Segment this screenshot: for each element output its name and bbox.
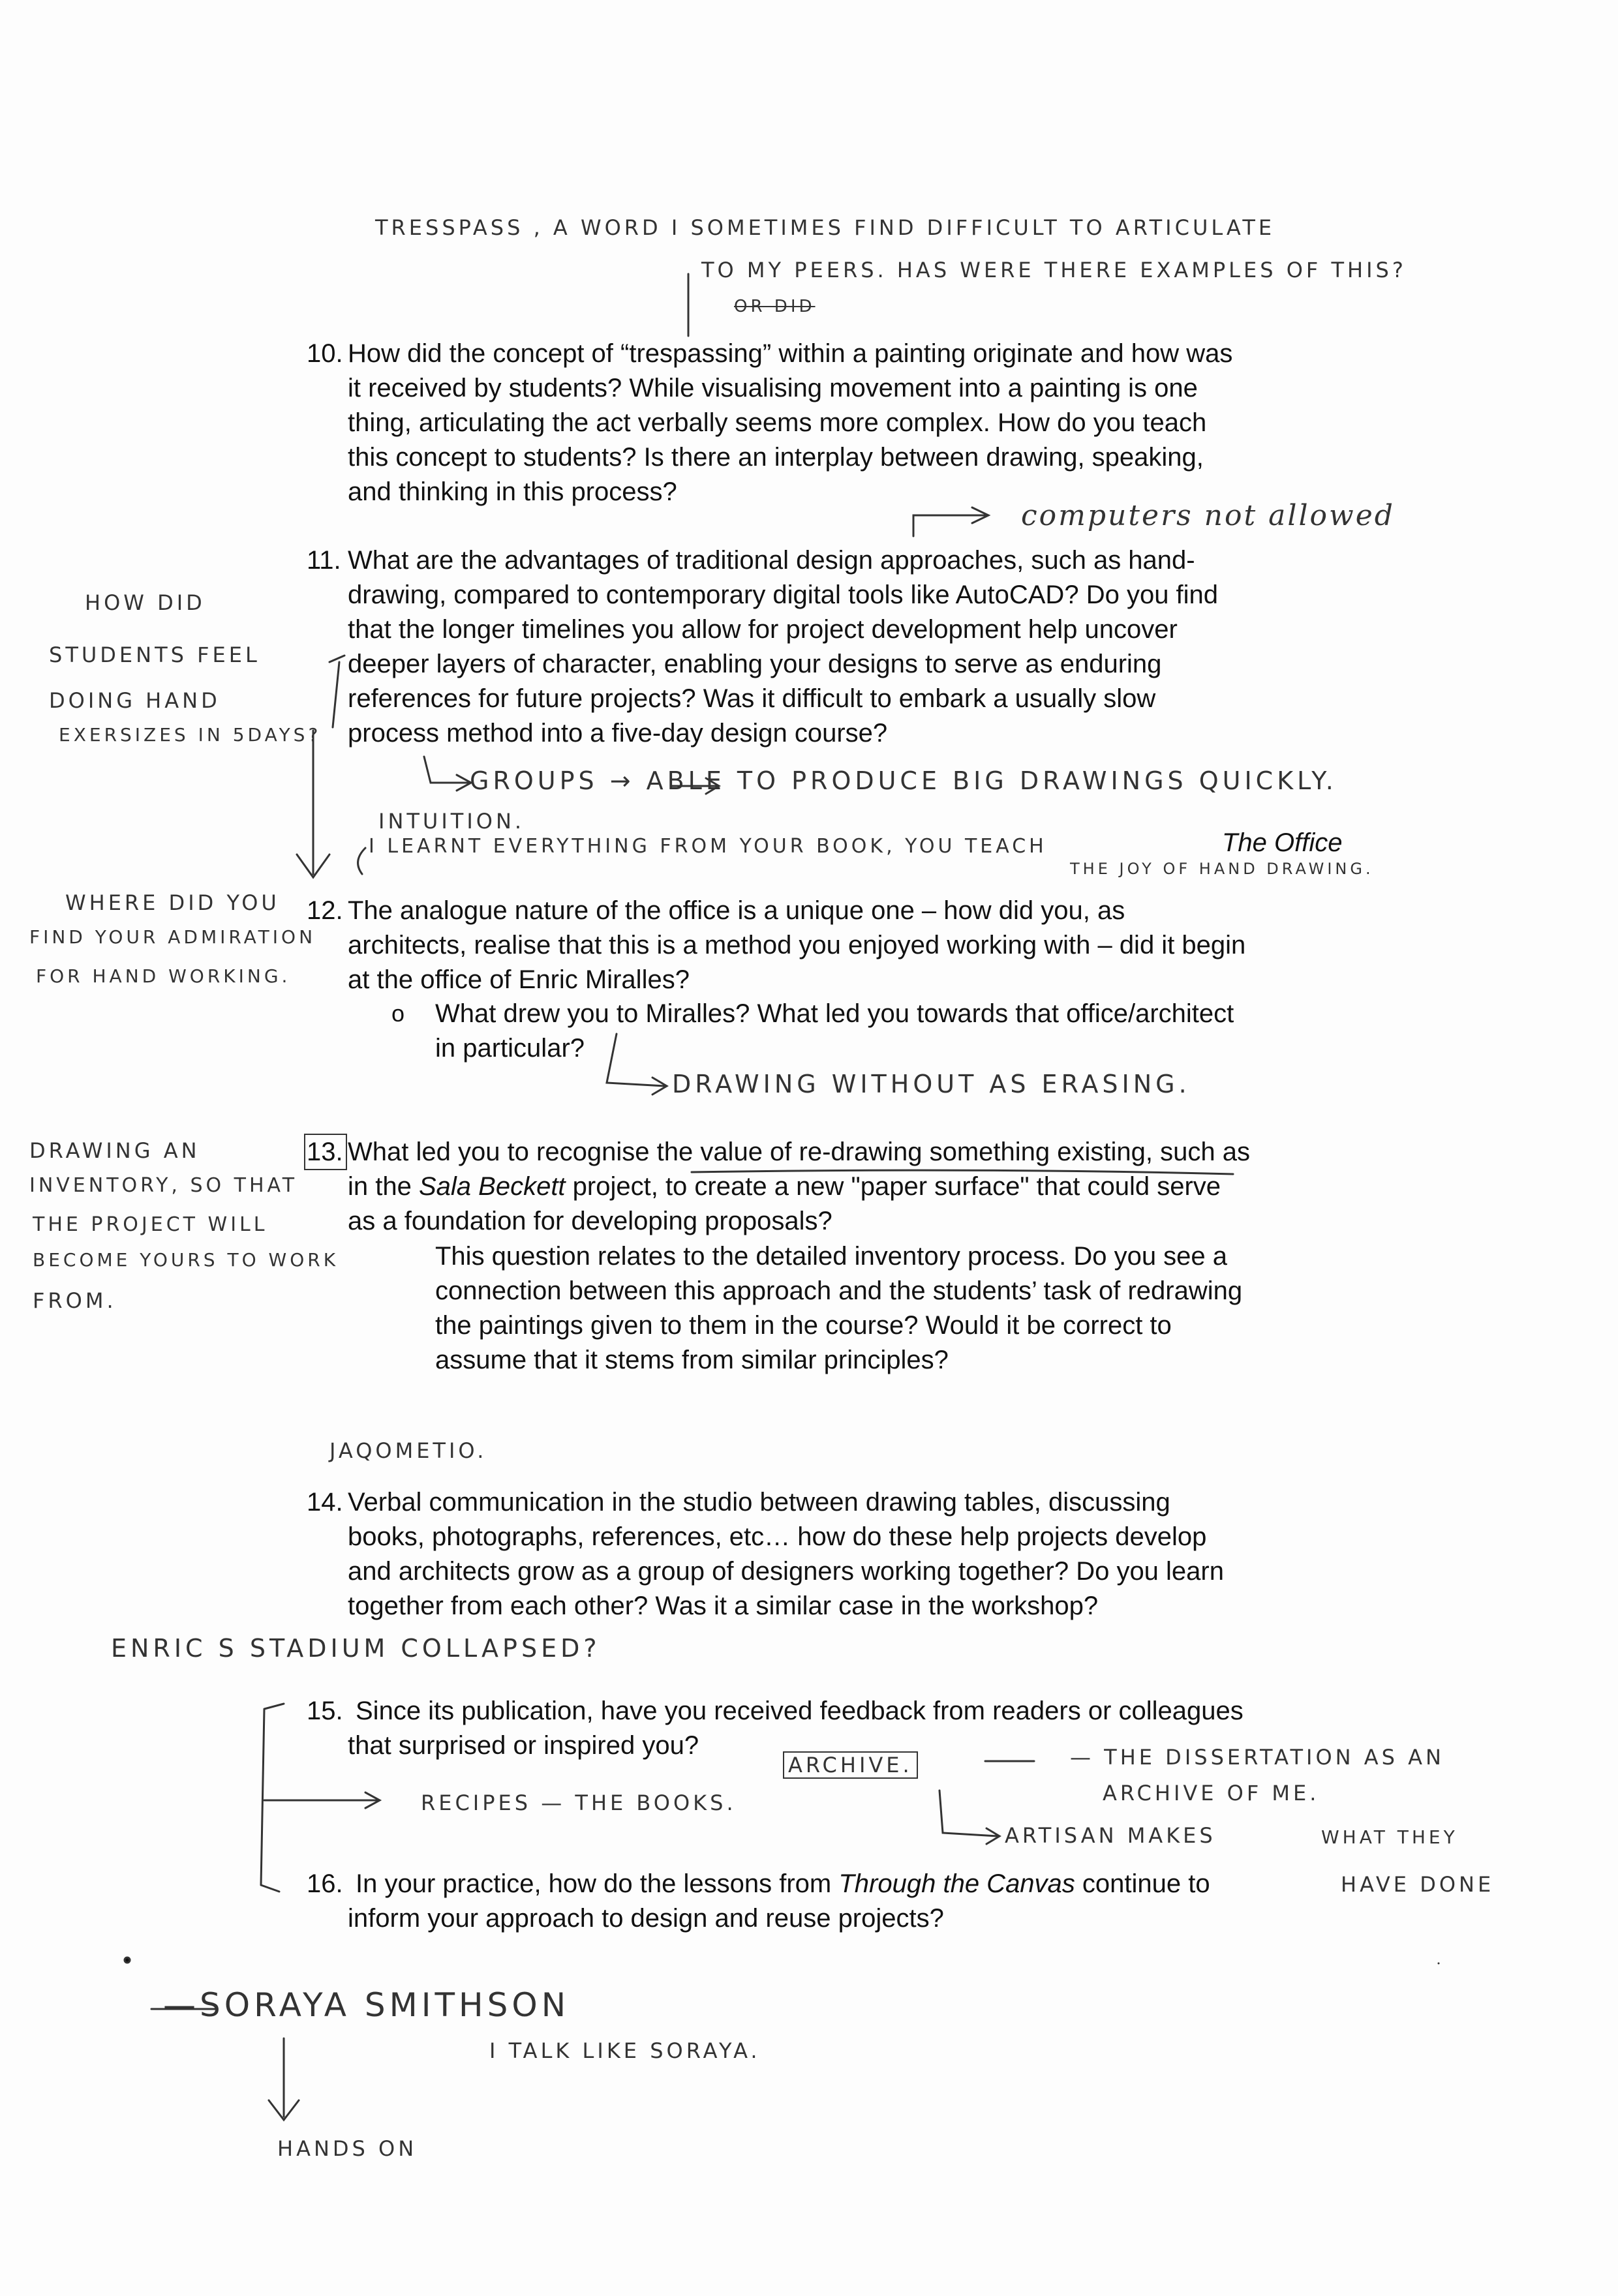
question-11-line: references for future projects? Was it difficult to embark a usually slow xyxy=(348,684,1156,713)
question-13-sub-line: This question relates to the detailed inventory process. Do you see a xyxy=(435,1242,1228,1271)
question-14-text xyxy=(348,1485,1224,1624)
note-hands-on: HANDS ON xyxy=(277,2136,418,2161)
note-archive-box: ARCHIVE. xyxy=(783,1751,918,1779)
note-drawing-without: DRAWING WITHOUT AS ERASING. xyxy=(672,1070,1191,1098)
note-left-11-line3: DOING HAND xyxy=(49,688,221,713)
question-16-text xyxy=(348,1867,1210,1936)
question-13-sub-line: assume that it stems from similar principles? xyxy=(435,1346,949,1374)
question-16-line1-post: continue to xyxy=(1075,1869,1210,1898)
question-10-line: thing, articulating the act verbally seems more complex. How do you teach xyxy=(348,408,1207,437)
note-what-they: WHAT THEY xyxy=(1321,1826,1458,1848)
question-13-underlined-phrase: the value of re-drawing something existing xyxy=(656,1138,1146,1166)
note-have-done: HAVE DONE xyxy=(1341,1872,1495,1897)
question-15-line: Since its publication, have you received feedback from readers or colleagues xyxy=(356,1697,1244,1725)
question-11-number: 11. xyxy=(307,546,341,575)
note-archive-right-line2: ARCHIVE OF ME. xyxy=(1103,1781,1320,1805)
note-trespass-line3: OR DID xyxy=(734,297,816,316)
question-13-line xyxy=(348,1170,1250,1204)
question-12-sub-bullet: o xyxy=(391,1000,405,1027)
question-10-text xyxy=(348,337,1232,509)
question-15-line: that surprised or inspired you? xyxy=(348,1731,699,1760)
note-left-12-line3: FOR HAND WORKING. xyxy=(36,965,291,987)
question-10-line: it received by students? While visualising movement into a painting is one xyxy=(348,374,1198,402)
question-13-line2-pre: in the xyxy=(348,1172,419,1201)
question-11-line xyxy=(348,578,1218,612)
question-13-line2-post: project, to create a new "paper surface" that could serve xyxy=(565,1172,1221,1201)
question-11-text xyxy=(348,543,1218,751)
question-10-number: 10. xyxy=(307,339,343,368)
question-13-line xyxy=(348,1135,1250,1170)
question-12-line: architects, realise that this is a method you enjoyed working with – did it begin xyxy=(348,931,1246,959)
question-13-line: as a foundation for developing proposals? xyxy=(348,1207,832,1235)
question-13-sala-beckett: Sala Beckett xyxy=(418,1172,566,1201)
question-14-line: together from each other? Was it a similar case in the workshop? xyxy=(348,1592,1099,1620)
question-10-line: and thinking in this process? xyxy=(348,477,677,506)
question-16-line: inform your approach to design and reuse projects? xyxy=(348,1904,944,1933)
note-left-12-line2: FIND YOUR ADMIRATION xyxy=(29,926,316,948)
note-left-13-line2: INVENTORY, SO THAT xyxy=(29,1174,298,1197)
note-archive-right-line1: — THE DISSERTATION AS AN xyxy=(1070,1745,1444,1770)
note-trespass-line1: TRESSPASS , A WORD I SOMETIMES FIND DIFFICULT TO ARTICULATE xyxy=(375,215,1275,240)
question-11-line: process method into a five-day design course? xyxy=(348,719,888,748)
note-left-12-line1: WHERE DID YOU xyxy=(65,890,280,915)
question-13-line1-post: , such as xyxy=(1145,1138,1250,1166)
question-12-subtext xyxy=(435,997,1234,1066)
note-soraya: —SORAYA SMITHSON xyxy=(163,1986,570,2024)
question-10-line: this concept to students? Is there an interplay between drawing, speaking, xyxy=(348,443,1204,472)
question-13-sub-line: the paintings given to them in the course? Would it be correct to xyxy=(435,1311,1172,1340)
question-12-sub-line: in particular? xyxy=(435,1034,585,1063)
question-13-line1-pre: What led you to recognise xyxy=(348,1138,657,1166)
question-14-line: Verbal communication in the studio between drawing tables, discussing xyxy=(348,1488,1170,1517)
question-13-sub-line: connection between this approach and the students’ task of redrawing xyxy=(435,1276,1243,1305)
note-left-13-line3: THE PROJECT WILL xyxy=(33,1213,268,1236)
question-11-line: that the longer timelines you allow for project development help uncover xyxy=(348,615,1178,644)
question-11-line-part: drawing, compared to contemporary digital tools like AutoCAD? xyxy=(348,581,1079,609)
question-15-text xyxy=(348,1694,1244,1763)
note-recipes: RECIPES — THE BOOKS. xyxy=(421,1790,737,1815)
question-13-text xyxy=(348,1135,1250,1239)
note-left-13-line4: BECOME YOURS TO WORK xyxy=(33,1249,339,1271)
question-16-book-title: Through the Canvas xyxy=(838,1869,1075,1898)
note-learnt: I LEARNT EVERYTHING FROM YOUR BOOK, YOU TEACH xyxy=(369,835,1047,858)
note-joy: THE JOY OF HAND DRAWING. xyxy=(1070,860,1374,878)
note-left-11-line4: EXERSIZES IN 5DAYS? xyxy=(59,724,322,746)
question-10-line: How did the concept of “trespassing” within a painting originate and how was xyxy=(348,339,1233,368)
question-16-number: 16. xyxy=(307,1869,343,1898)
q11-tail-the-office: The Office xyxy=(1222,828,1343,857)
question-14-line: books, photographs, references, etc… how do these help projects develop xyxy=(348,1522,1207,1551)
question-12-line: The analogue nature of the office is a unique one – how did you, as xyxy=(348,896,1125,925)
note-left-11-line1: HOW DID xyxy=(85,590,206,615)
question-11-line: deeper layers of character, enabling your designs to serve as enduring xyxy=(348,650,1162,678)
note-computers: computers not allowed xyxy=(1021,499,1395,532)
note-left-13-line5: FROM. xyxy=(33,1288,117,1313)
question-11-line: What are the advantages of traditional design approaches, such as hand- xyxy=(348,546,1195,575)
question-16-line1-pre: In your practice, how do the lessons from xyxy=(356,1869,839,1898)
note-artisan: ARTISAN MAKES xyxy=(1005,1823,1216,1848)
question-12-line: at the office of Enric Miralles? xyxy=(348,965,690,994)
note-intuition: INTUITION. xyxy=(378,809,525,834)
question-12-number: 12. xyxy=(307,896,343,925)
note-left-11-line2: STUDENTS FEEL xyxy=(49,642,260,667)
note-groups: GROUPS → ABLE TO PRODUCE BIG DRAWINGS QUICKLY. xyxy=(470,766,1337,795)
question-13-number: 13. xyxy=(307,1138,343,1166)
question-11-do-you-find: Do you find xyxy=(1086,581,1219,609)
note-jaqometio: JAQOMETIO. xyxy=(329,1438,487,1463)
question-14-number: 14. xyxy=(307,1488,343,1517)
question-12-sub-line: What drew you to Miralles? What led you towards that office/architect xyxy=(435,999,1234,1028)
question-13-subtext xyxy=(435,1239,1242,1378)
note-enric-stadium: ENRIC S STADIUM COLLAPSED? xyxy=(111,1634,601,1663)
note-left-13-line1: DRAWING AN xyxy=(29,1138,200,1163)
question-14-line: and architects grow as a group of designers working together? Do you learn xyxy=(348,1557,1224,1586)
note-trespass-line2: TO MY PEERS. HAS WERE THERE EXAMPLES OF THIS? xyxy=(701,258,1407,282)
note-talk-like-soraya: I TALK LIKE SORAYA. xyxy=(489,2038,761,2063)
question-16-line xyxy=(356,1867,1210,1901)
question-12-text xyxy=(348,894,1245,997)
question-15-number: 15. xyxy=(307,1697,343,1725)
